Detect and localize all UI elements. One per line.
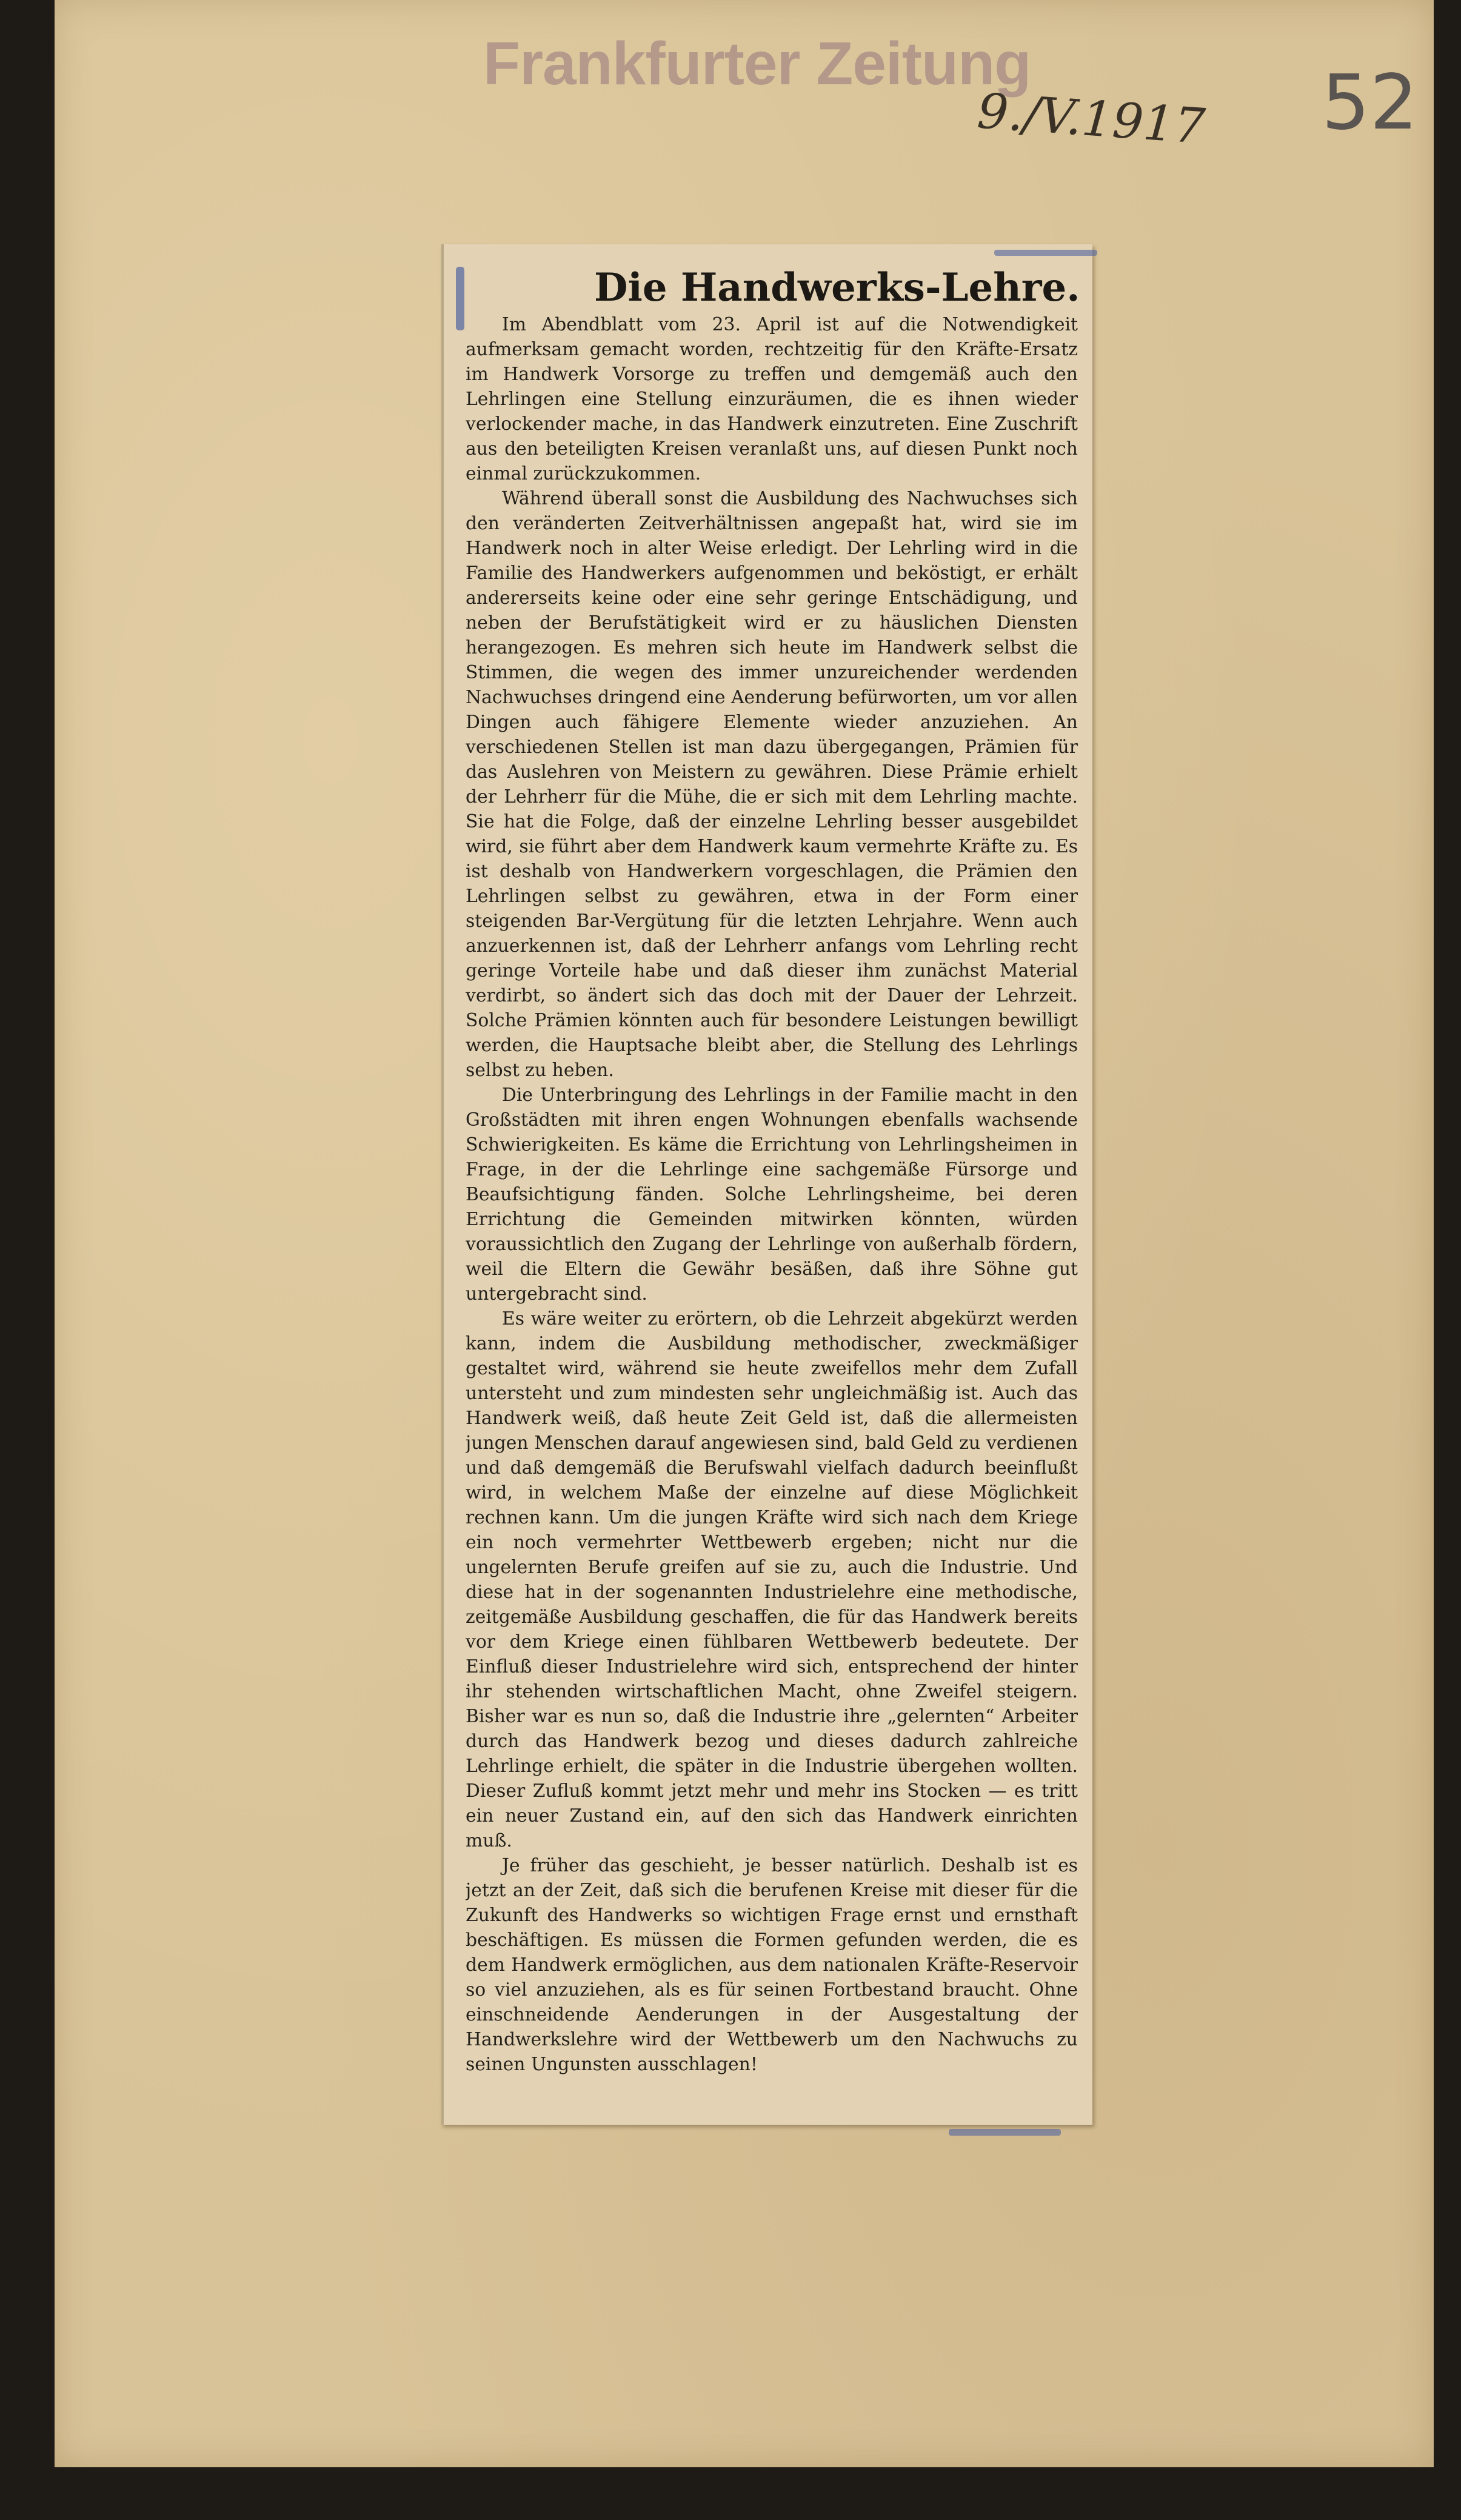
article-body <box>466 312 1078 2122</box>
blue-pencil-mark-bottom <box>949 2129 1061 2136</box>
article-paragraph: Es wäre weiter zu erörtern, ob die Lehrzeit abgekürzt werden kann, indem die Ausbildung methodischer, zweckmäßiger gestaltet wird, während sie heute zweifellos mehr dem Zufall untersteht und zum mindesten sehr ungleichmäßig ist. Auch das Handwerk weiß, daß heute Zeit Geld ist, daß die allermeisten jungen Menschen darauf angewiesen sind, bald Geld zu verdienen und daß demgemäß die Berufswahl vielfach dadurch beeinflußt wird, in welchem Maße der einzelne auf diese Möglichkeit rechnen kann. Um die jungen Kräfte wird sich nach dem Kriege ein noch vermehrter Wettbewerb ergeben; nicht nur die ungelernten Berufe greifen auf sie zu, auch die Industrie. Und diese hat in der sogenannten Industrielehre eine methodische, zeitgemäße Ausbildung geschaffen, die für das Handwerk bereits vor dem Kriege einen fühlbaren Wettbewerb bedeutete. Der Einfluß dieser Industrielehre wird sich, entsprechend der hinter ihr stehenden wirtschaftlichen Macht, ohne Zweifel steigern. Bisher war es nun so, daß die Industrie ihre „gelernten“ Arbeiter durch das Handwerk bezog und dieses dadurch zahlreiche Lehrlinge erhielt, die später in die Industrie übergehen wollten. Dieser Zufluß kommt jetzt mehr und mehr ins Stocken — es tritt ein neuer Zustand ein, auf den sich das Handwerk einrichten muß. <box>466 1308 1078 1851</box>
article-paragraph: Im Abendblatt vom 23. April ist auf die Notwendigkeit aufmerksam gemacht worden, rechtzeitig für den Kräfte-Ersatz im Handwerk Vorsorge zu treffen und demgemäß auch den Lehrlingen eine Stellung einzuräumen, die es ihnen wieder verlockender mache, in das Handwerk einzutreten. Eine Zuschrift aus den beteiligten Kreisen veranlaßt uns, auf diesen Punkt noch einmal zurückzukommen. <box>466 314 1078 484</box>
handwritten-date: 9./V.1917 <box>975 82 1207 155</box>
newspaper-name-stamp: Frankfurter Zeitung <box>483 30 1031 98</box>
blue-pencil-mark-top <box>994 250 1097 256</box>
article-title: Die Handwerks-Lehre. <box>594 265 1080 310</box>
blue-pencil-mark-left <box>456 267 464 330</box>
archive-number: 52 <box>1322 59 1419 147</box>
article-paragraph: Während überall sonst die Ausbildung des Nachwuchses sich den veränderten Zeitverhältnissen angepaßt hat, wird sie im Handwerk noch in alter Weise erledigt. Der Lehrling wird in die Familie des Handwerkers aufgenommen und beköstigt, er erhält andererseits keine oder eine sehr geringe Entschädigung, und neben der Berufstätigkeit wird er zu häuslichen Diensten herangezogen. Es mehren sich heute im Handwerk selbst die Stimmen, die wegen des immer unzureichender werdenden Nachwuchses dringend eine Aenderung befürworten, um vor allen Dingen auch fähigere Elemente wieder anzuziehen. An verschiedenen Stellen ist man dazu übergegangen, Prämien für das Auslehren von Meistern zu gewähren. Diese Prämie erhielt der Lehrherr für die Mühe, die er sich mit dem Lehrling machte. Sie hat die Folge, daß der einzelne Lehrling besser ausgebildet wird, sie führt aber dem Handwerk kaum vermehrte Kräfte zu. Es ist deshalb von Handwerkern vorgeschlagen, die Prämien den Lehrlingen selbst zu gewähren, etwa in der Form einer steigenden Bar-Vergütung für die letzten Lehrjahre. Wenn auch anzuerkennen ist, daß der Lehrherr anfangs vom Lehrling recht geringe Vorteile habe und daß dieser ihm zunächst Material verdirbt, so ändert sich das doch mit der Dauer der Lehrzeit. Solche Prämien könnten auch für besondere Leistungen bewilligt werden, die Hauptsache bleibt aber, die Stellung des Lehrlings selbst zu heben. <box>466 488 1078 1081</box>
article-paragraph: Je früher das geschieht, je besser natürlich. Deshalb ist es jetzt an der Zeit, daß sich die berufenen Kreise mit dieser für die Zukunft des Handwerks so wichtigen Frage ernst und ernsthaft beschäftigen. Es müssen die Formen gefunden werden, die es dem Handwerk ermöglichen, aus dem nationalen Kräfte-Reservoir so viel anzuziehen, als es für seinen Fortbestand braucht. Ohne einschneidende Aenderungen in der Ausgestaltung der Handwerkslehre wird der Wettbewerb um den Nachwuchs zu seinen Ungunsten ausschlagen! <box>466 1855 1078 2075</box>
article-paragraph: Die Unterbringung des Lehrlings in der Familie macht in den Großstädten mit ihren engen Wohnungen ebenfalls wachsende Schwierigkeiten. Es käme die Errichtung von Lehrlingsheimen in Frage, in der die Lehrlinge eine sachgemäße Fürsorge und Beaufsichtigung fänden. Solche Lehrlingsheime, bei deren Errichtung die Gemeinden mitwirken könnten, würden voraussichtlich den Zugang der Lehrlinge von außerhalb fördern, weil die Eltern die Gewähr besäßen, daß ihre Söhne gut untergebracht sind. <box>466 1085 1078 1305</box>
